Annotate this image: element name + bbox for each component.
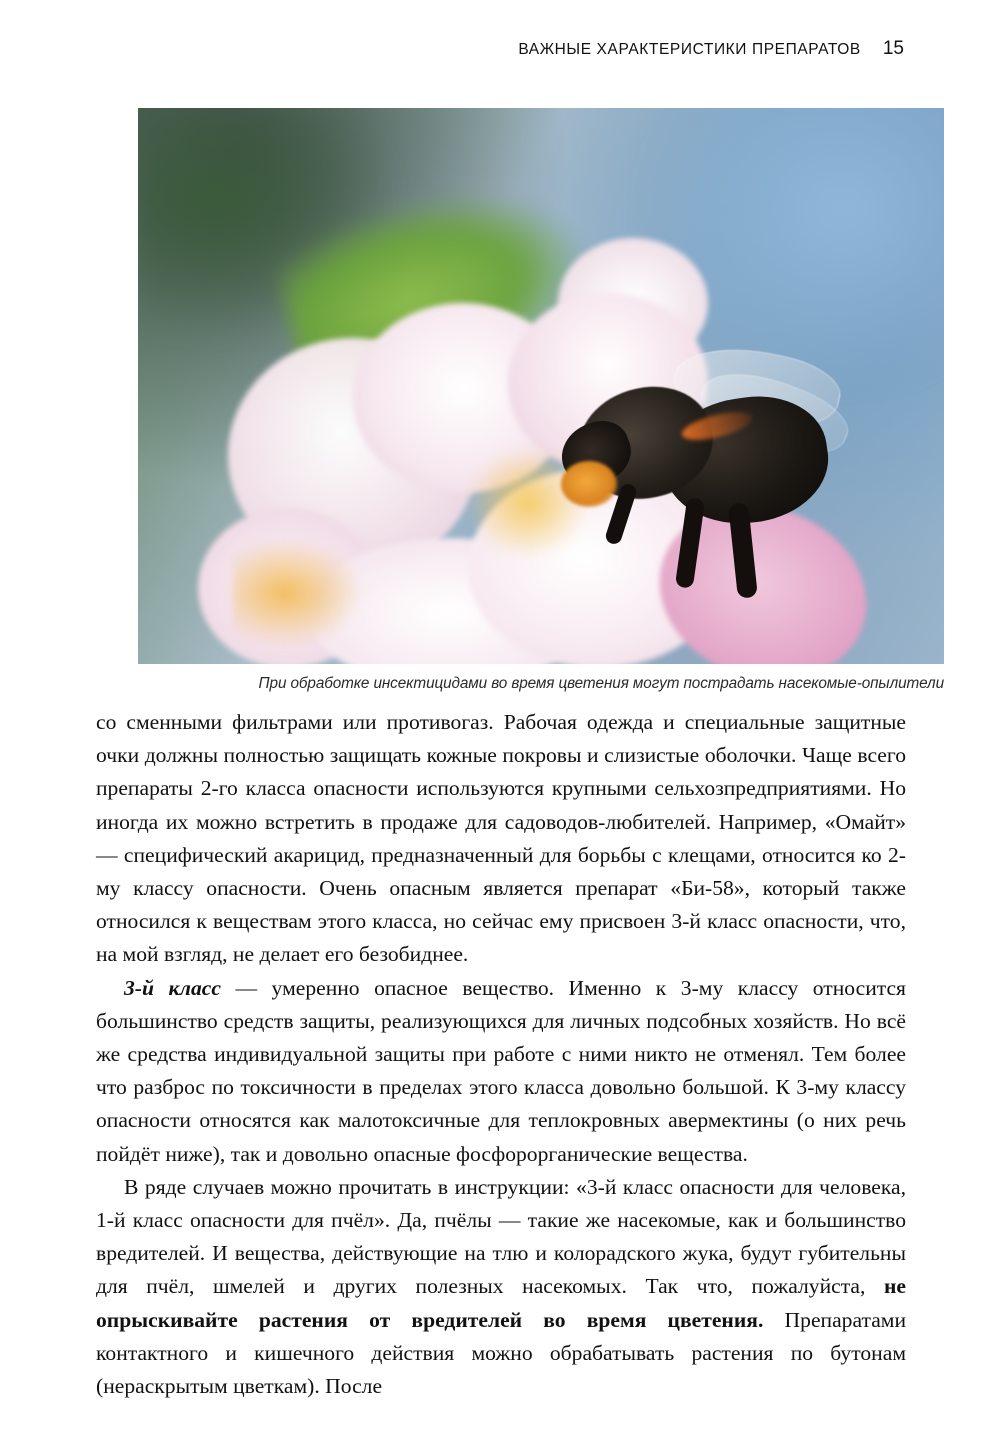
pollen-blob: [561, 461, 617, 507]
paragraph-1: со сменными фильтрами или противогаз. Рабочая одежда и специальные защитные очки должны полностью защищать кожные покровы и слизистые оболочки. Чаще всего препараты 2-го класса опасности используются крупными сельхозпредприятиями. Но иногда их можно встретить в продаже для садоводов-любителей. Например, «Омайт» — специфический акарицид, предназначенный для борьбы с клещами, относится ко 2-му классу опасности. Очень опасным является препарат «Би-58», который также относился к веществам этого класса, но сейчас ему присвоен 3-й класс опасности, что, на мой взгляд, не делает его безобиднее.: [96, 710, 906, 967]
photo-bumblebee-on-blossom: [138, 108, 944, 664]
paragraph-3-part-b: Препаратами контактного и кишечного действия можно обрабатывать растения по бутонам (нераскрытым цветкам). После: [96, 1307, 906, 1399]
paragraph-2: [96, 972, 906, 1171]
paragraph-2-lead: 3-й класс: [124, 975, 221, 1000]
bumblebee: [553, 343, 873, 603]
page-number: 15: [882, 38, 904, 59]
bee-leg: [675, 497, 705, 589]
running-head-title: ВАЖНЫЕ ХАРАКТЕРИСТИКИ ПРЕПАРАТОВ: [518, 41, 861, 58]
paragraph-3-emphasis: не опрыскивайте растения от вредителей во время цветения.: [96, 1274, 906, 1332]
figure-caption: При обработке инсектицидами во время цветения могут пострадать насекомые-опылители: [258, 675, 944, 692]
figure: [138, 108, 944, 693]
paragraph-2-text: — умеренно опасное вещество. Именно к 3-му классу относится большинство средств защиты, реализующихся для личных подсобных хозяйств. Но всё же средства индивидуальной защиты при работе с ними никто не отменял. Тем более что разброс по токсичности в пределах этого класса довольно большой. К 3-му классу опасности относятся как малотоксичные для теплокровных авермектины (о них речь пойдёт ниже), так и довольно опасные фосфорорганические вещества.: [96, 975, 906, 1166]
running-head: [518, 38, 904, 60]
body-text: [96, 706, 906, 1403]
paragraph-3: [96, 1171, 906, 1403]
paragraph-3-part-a: В ряде случаев можно прочитать в инструкции: «3-й класс опасности для человека, 1-й класс опасности для пчёл». Да, пчёлы — такие же насекомые, как и большинство вредителей. И вещества, действующие на тлю и колорадского жука, будут губительны для пчёл, шмелей и других полезных насекомых. Так что, пожалуйста,: [96, 1174, 906, 1299]
photo-stamens: [233, 538, 363, 648]
